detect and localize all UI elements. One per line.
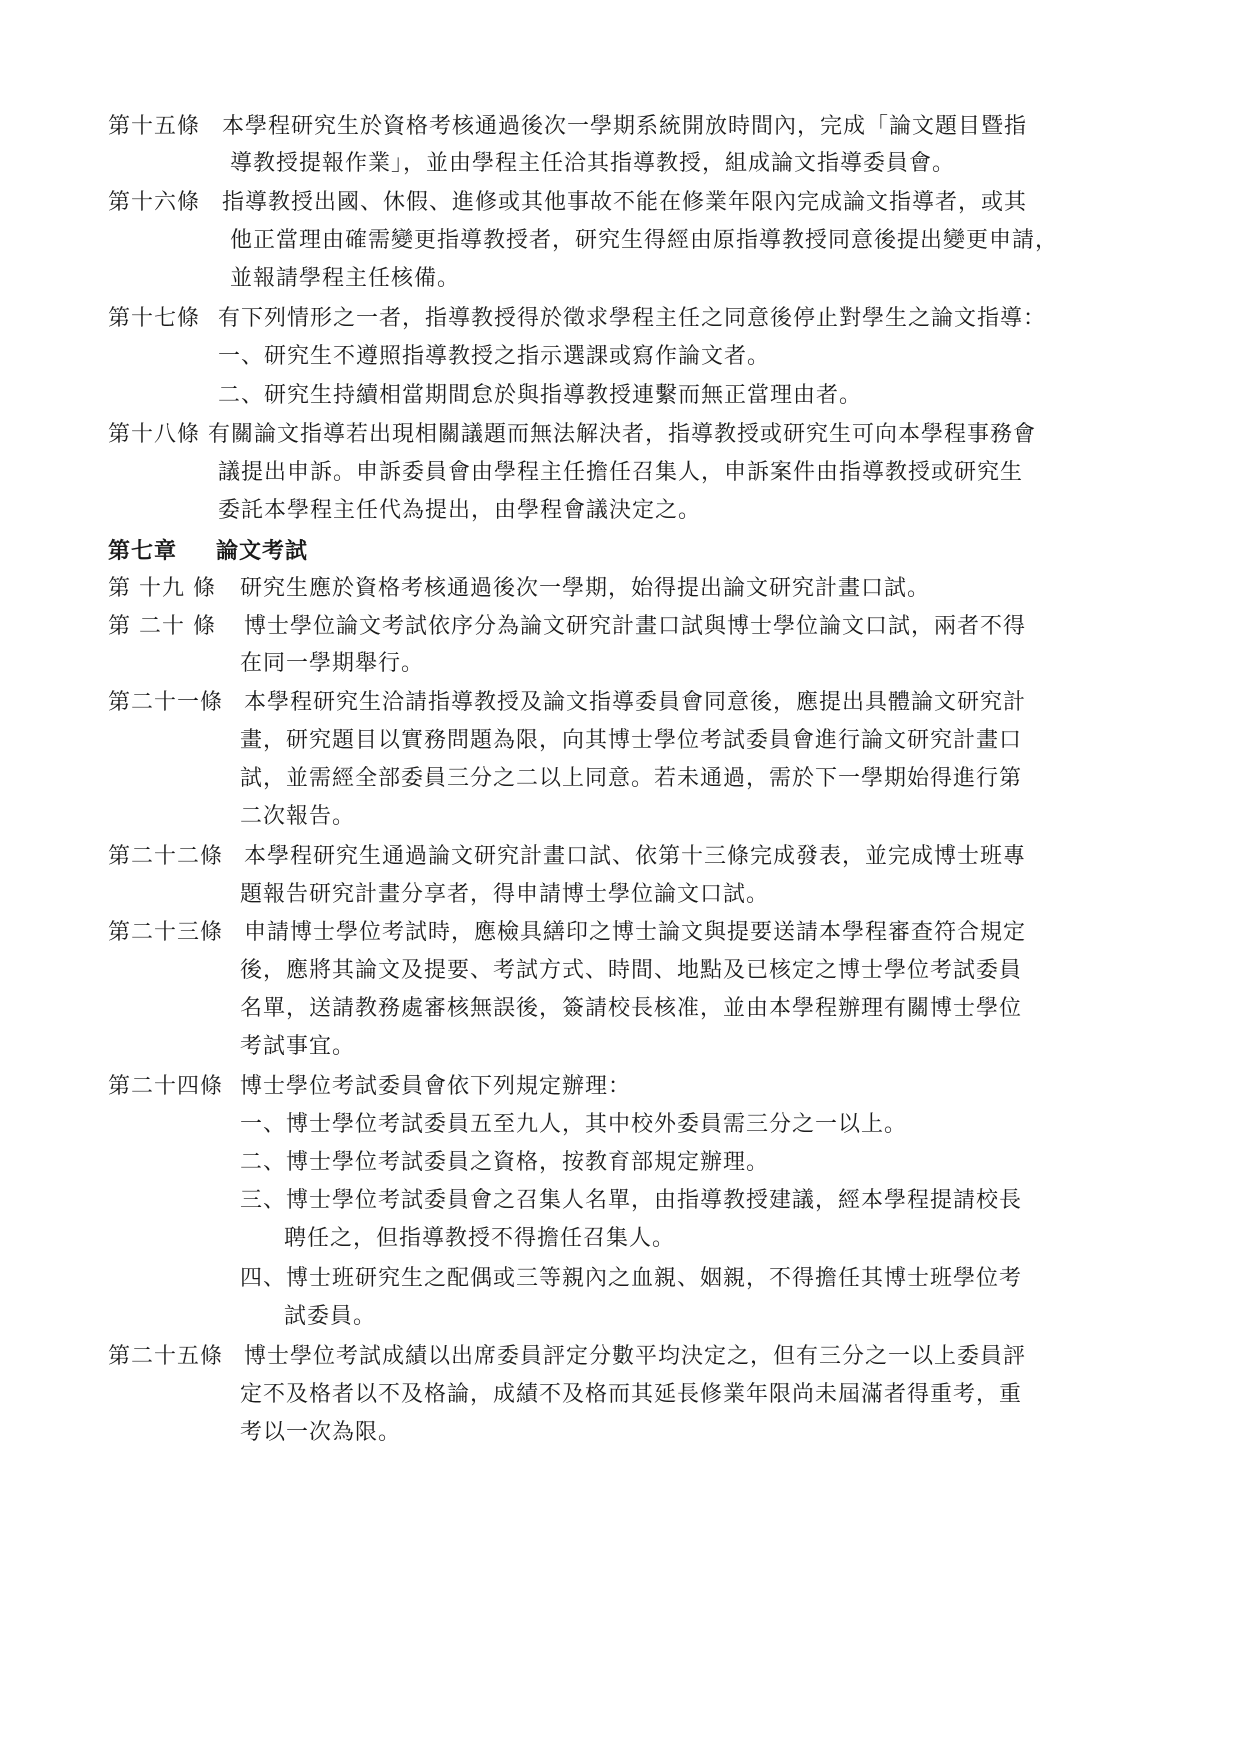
article-20-line-1: 博士學位論文考試依序分為論文研究計畫口試與博士學位論文口試，兩者不得	[244, 614, 1027, 639]
article-17-line-1: 有下列情形之一者，指導教授得於徵求學程主任之同意後停止對學生之論文指導：	[218, 306, 1047, 331]
article-24-item-4: 四、博士班研究生之配偶或三等親內之血親、姻親，不得擔任其博士班學位考	[240, 1266, 1023, 1291]
article-15-line-2: 導教授提報作業」，並由學程主任洽其指導教授，組成論文指導委員會。	[230, 151, 956, 176]
article-25-line-1: 博士學位考試成績以出席委員評定分數平均決定之，但有三分之一以上委員評	[244, 1344, 1027, 1369]
article-23-line-1: 申請博士學位考試時，應檢具繕印之博士論文與提要送請本學程審查符合規定	[244, 920, 1027, 945]
chapter-title: 論文考試	[216, 538, 309, 564]
article-16-line-2: 他正當理由確需變更指導教授者，研究生得經由原指導教授同意後提出變更申請，	[230, 228, 1059, 253]
article-16-line-1: 指導教授出國、休假、進修或其他事故不能在修業年限內完成論文指導者，或其	[222, 190, 1028, 215]
chapter-number: 第七章	[108, 538, 178, 564]
article-23-label: 第二十三條	[108, 920, 224, 945]
article-23-line-3: 名單，送請教務處審核無誤後，簽請校長核准，並由本學程辦理有關博士學位	[240, 996, 1023, 1021]
article-21-line-2: 畫，研究題目以實務問題為限，向其博士學位考試委員會進行論文研究計畫口	[240, 728, 1023, 753]
article-24-line-1: 博士學位考試委員會依下列規定辦理：	[240, 1074, 632, 1099]
article-24-item-3: 三、博士學位考試委員會之召集人名單，由指導教授建議，經本學程提請校長	[240, 1188, 1023, 1213]
article-19-label: 第 十九 條	[108, 576, 216, 601]
article-24-item-4-cont: 試委員。	[284, 1304, 377, 1329]
article-21-line-4: 二次報告。	[240, 804, 356, 829]
article-24-item-3-cont: 聘任之，但指導教授不得擔任召集人。	[284, 1226, 676, 1251]
article-24-label: 第二十四條	[108, 1074, 224, 1099]
article-21-line-1: 本學程研究生洽請指導教授及論文指導委員會同意後，應提出具體論文研究計	[244, 690, 1027, 715]
article-17-label: 第十七條	[108, 306, 201, 331]
article-18-line-2: 議提出申訴。申訴委員會由學程主任擔任召集人，申訴案件由指導教授或研究生	[218, 460, 1024, 485]
article-25-line-2: 定不及格者以不及格論，成績不及格而其延長修業年限尚未屆滿者得重考，重	[240, 1382, 1023, 1407]
article-25-label: 第二十五條	[108, 1344, 224, 1369]
article-18-line-3: 委託本學程主任代為提出，由學程會議決定之。	[218, 498, 702, 523]
article-17-item-2: 二、研究生持續相當期間怠於與指導教授連繫而無正當理由者。	[218, 383, 863, 408]
article-20-label: 第 二十 條	[108, 614, 216, 639]
article-15-line-1: 本學程研究生於資格考核通過後次一學期系統開放時間內，完成「論文題目暨指	[222, 114, 1028, 139]
article-15-label: 第十五條	[108, 114, 201, 139]
article-24-item-1: 一、博士學位考試委員五至九人，其中校外委員需三分之一以上。	[240, 1112, 908, 1137]
article-18-label: 第十八條	[108, 422, 201, 447]
article-23-line-2: 後，應將其論文及提要、考試方式、時間、地點及已核定之博士學位考試委員	[240, 958, 1023, 983]
article-22-line-2: 題報告研究計畫分享者，得申請博士學位論文口試。	[240, 882, 770, 907]
article-24-item-2: 二、博士學位考試委員之資格，按教育部規定辦理。	[240, 1150, 770, 1175]
article-23-line-4: 考試事宜。	[240, 1034, 356, 1059]
article-16-label: 第十六條	[108, 190, 201, 215]
article-19-line-1: 研究生應於資格考核通過後次一學期，始得提出論文研究計畫口試。	[240, 576, 931, 601]
article-21-label: 第二十一條	[108, 690, 224, 715]
article-20-line-2: 在同一學期舉行。	[240, 651, 425, 676]
article-18-line-1: 有關論文指導若出現相關議題而無法解決者，指導教授或研究生可向本學程事務會	[208, 422, 1037, 447]
article-16-line-3: 並報請學程主任核備。	[230, 266, 461, 291]
article-25-line-3: 考以一次為限。	[240, 1420, 402, 1445]
article-22-label: 第二十二條	[108, 844, 224, 869]
article-21-line-3: 試，並需經全部委員三分之二以上同意。若未通過，需於下一學期始得進行第	[240, 766, 1023, 791]
article-22-line-1: 本學程研究生通過論文研究計畫口試、依第十三條完成發表，並完成博士班專	[244, 844, 1027, 869]
article-17-item-1: 一、研究生不遵照指導教授之指示選課或寫作論文者。	[218, 344, 771, 369]
